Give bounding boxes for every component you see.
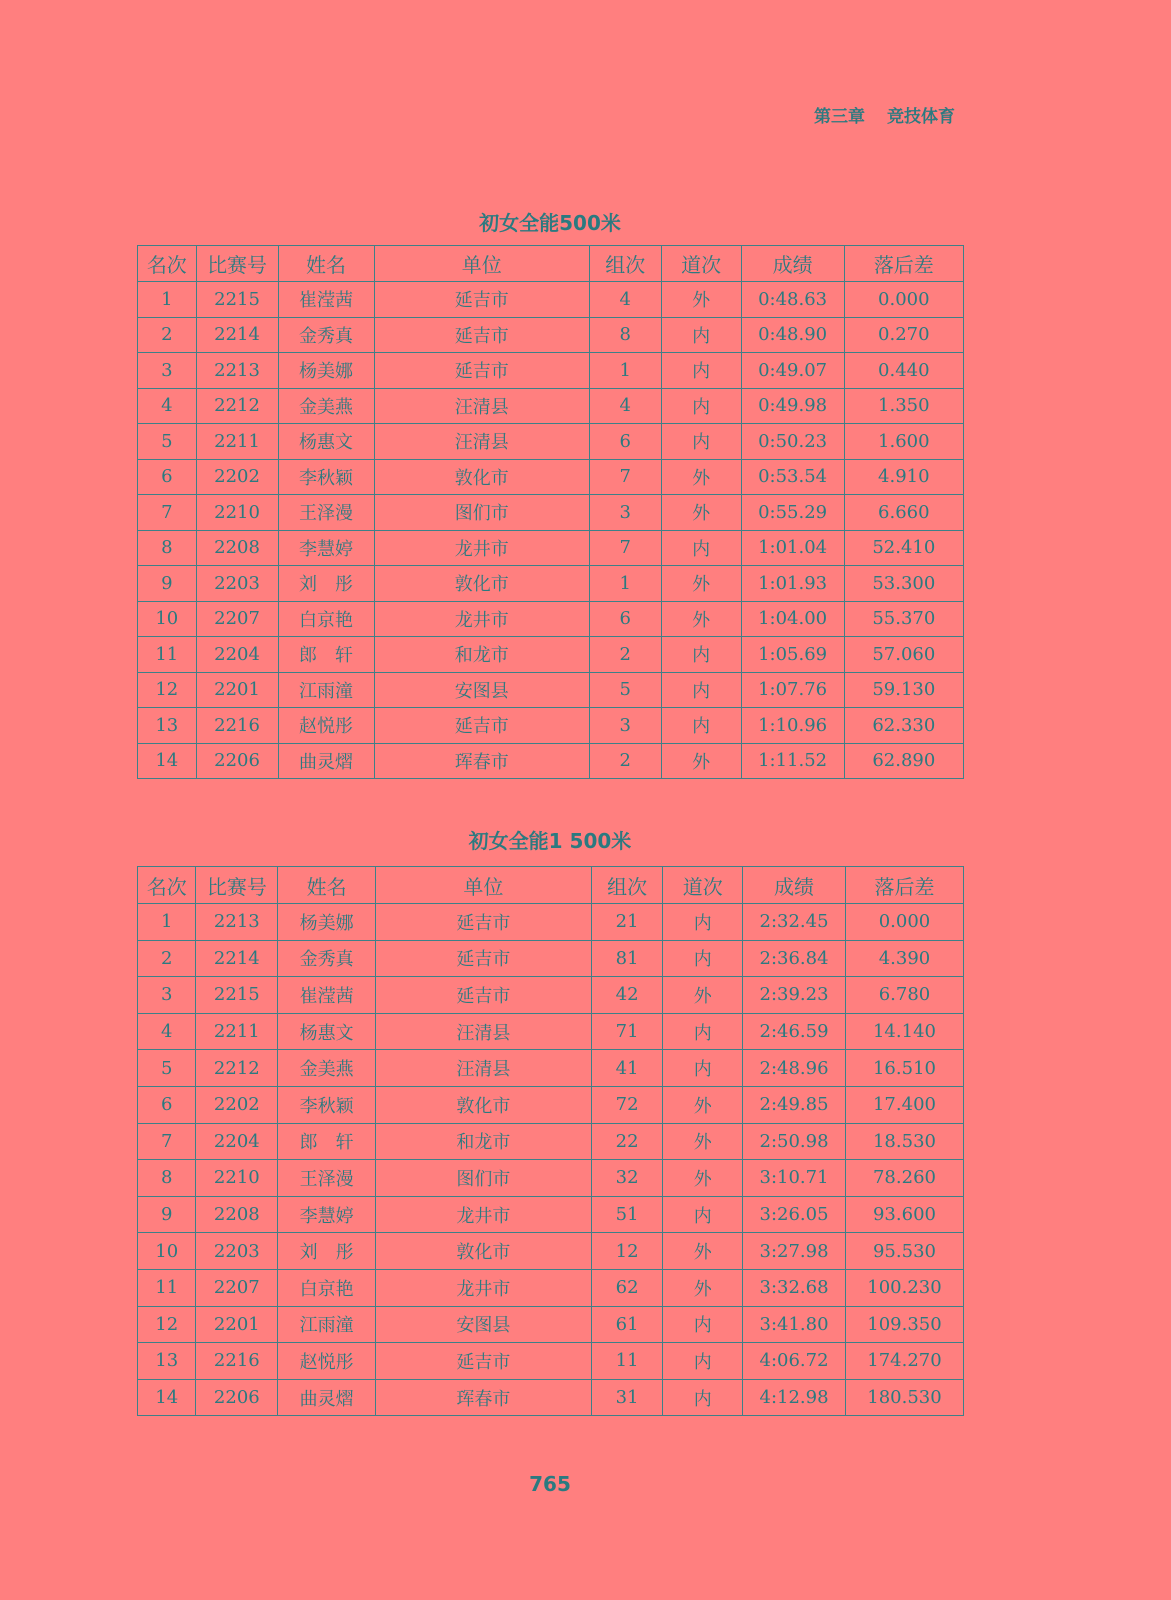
table2-body (138, 904, 964, 1416)
unit-cell: 和龙市 (376, 1123, 592, 1160)
rank-cell: 13 (138, 1343, 196, 1380)
table-row (138, 601, 964, 637)
rank-cell: 6 (138, 459, 197, 495)
gap-cell: 78.260 (845, 1160, 963, 1197)
name-cell: 李慧婷 (278, 1196, 376, 1233)
table-row (138, 637, 964, 673)
unit-cell: 敦化市 (374, 566, 589, 602)
unit-cell: 延吉市 (376, 940, 592, 977)
bib-cell: 2207 (196, 601, 278, 637)
unit-cell: 图们市 (376, 1160, 592, 1197)
col-header-unit: 单位 (374, 246, 589, 282)
lane-cell: 内 (661, 424, 741, 460)
group-cell: 72 (591, 1086, 663, 1123)
unit-cell: 敦化市 (374, 459, 589, 495)
unit-cell: 延吉市 (376, 1343, 592, 1380)
table2-title: 初女全能1 500米 (468, 829, 632, 853)
table-row (138, 388, 964, 424)
table-row (138, 1160, 964, 1197)
table-row (138, 1086, 964, 1123)
lane-cell: 内 (663, 904, 743, 941)
gap-cell: 6.780 (845, 977, 963, 1014)
group-cell: 62 (591, 1269, 663, 1306)
rank-cell: 9 (138, 1196, 196, 1233)
group-cell: 41 (591, 1050, 663, 1087)
name-cell: 白京艳 (278, 601, 374, 637)
lane-cell: 内 (661, 637, 741, 673)
group-cell: 4 (589, 282, 661, 318)
gap-cell: 95.530 (845, 1233, 963, 1270)
bib-cell: 2213 (196, 904, 278, 941)
unit-cell: 安图县 (374, 672, 589, 708)
rank-cell: 5 (138, 424, 197, 460)
gap-cell: 109.350 (845, 1306, 963, 1343)
gap-cell: 0.440 (844, 353, 963, 389)
name-cell: 李秋颖 (278, 1086, 376, 1123)
table-row (138, 459, 964, 495)
time-cell: 0:49.07 (741, 353, 844, 389)
name-cell: 李秋颖 (278, 459, 374, 495)
time-cell: 0:55.29 (741, 495, 844, 531)
group-cell: 4 (589, 388, 661, 424)
lane-cell: 外 (663, 1269, 743, 1306)
time-cell: 2:46.59 (743, 1013, 846, 1050)
bib-cell: 2208 (196, 530, 278, 566)
name-cell: 刘 彤 (278, 566, 374, 602)
group-cell: 6 (589, 601, 661, 637)
name-cell: 杨美娜 (278, 353, 374, 389)
bib-cell: 2203 (196, 566, 278, 602)
unit-cell: 延吉市 (374, 317, 589, 353)
bib-cell: 2216 (196, 708, 278, 744)
col-header-lane: 道次 (663, 867, 743, 904)
table-header-row (138, 867, 964, 904)
lane-cell: 内 (661, 353, 741, 389)
col-header-gap: 落后差 (845, 867, 963, 904)
bib-cell: 2210 (196, 495, 278, 531)
name-cell: 金美燕 (278, 388, 374, 424)
time-cell: 2:39.23 (743, 977, 846, 1014)
gap-cell: 0.000 (844, 282, 963, 318)
gap-cell: 18.530 (845, 1123, 963, 1160)
name-cell: 杨惠文 (278, 1013, 376, 1050)
time-cell: 0:48.90 (741, 317, 844, 353)
time-cell: 3:27.98 (743, 1233, 846, 1270)
bib-cell: 2202 (196, 459, 278, 495)
name-cell: 王泽漫 (278, 495, 374, 531)
table-row (138, 282, 964, 318)
bib-cell: 2215 (196, 977, 278, 1014)
group-cell: 61 (591, 1306, 663, 1343)
rank-cell: 2 (138, 940, 196, 977)
name-cell: 崔滢茜 (278, 977, 376, 1014)
rank-cell: 13 (138, 708, 197, 744)
name-cell: 赵悦彤 (278, 1343, 376, 1380)
time-cell: 1:11.52 (741, 743, 844, 779)
gap-cell: 4.910 (844, 459, 963, 495)
time-cell: 3:41.80 (743, 1306, 846, 1343)
lane-cell: 内 (661, 388, 741, 424)
gap-cell: 93.600 (845, 1196, 963, 1233)
table-row (138, 1379, 964, 1416)
time-cell: 0:50.23 (741, 424, 844, 460)
bib-cell: 2201 (196, 1306, 278, 1343)
lane-cell: 外 (661, 566, 741, 602)
unit-cell: 汪清县 (374, 388, 589, 424)
bib-cell: 2208 (196, 1196, 278, 1233)
rank-cell: 6 (138, 1086, 196, 1123)
gap-cell: 0.000 (845, 904, 963, 941)
bib-cell: 2204 (196, 1123, 278, 1160)
rank-cell: 5 (138, 1050, 196, 1087)
unit-cell: 龙井市 (374, 530, 589, 566)
rank-cell: 1 (138, 282, 197, 318)
lane-cell: 内 (663, 1306, 743, 1343)
rank-cell: 12 (138, 672, 197, 708)
bib-cell: 2214 (196, 940, 278, 977)
table-row (138, 743, 964, 779)
lane-cell: 外 (663, 1233, 743, 1270)
rank-cell: 11 (138, 637, 197, 673)
group-cell: 21 (591, 904, 663, 941)
unit-cell: 敦化市 (376, 1233, 592, 1270)
name-cell: 郎 轩 (278, 637, 374, 673)
rank-cell: 4 (138, 388, 197, 424)
group-cell: 42 (591, 977, 663, 1014)
group-cell: 51 (591, 1196, 663, 1233)
lane-cell: 内 (663, 1050, 743, 1087)
rank-cell: 3 (138, 353, 197, 389)
group-cell: 1 (589, 353, 661, 389)
rank-cell: 9 (138, 566, 197, 602)
name-cell: 金秀真 (278, 940, 376, 977)
col-header-group: 组次 (591, 867, 663, 904)
rank-cell: 7 (138, 1123, 196, 1160)
name-cell: 曲灵熠 (278, 743, 374, 779)
rank-cell: 4 (138, 1013, 196, 1050)
rank-cell: 7 (138, 495, 197, 531)
unit-cell: 汪清县 (376, 1050, 592, 1087)
gap-cell: 1.350 (844, 388, 963, 424)
unit-cell: 汪清县 (374, 424, 589, 460)
name-cell: 曲灵熠 (278, 1379, 376, 1416)
lane-cell: 外 (661, 601, 741, 637)
col-header-rank: 名次 (138, 867, 196, 904)
unit-cell: 珲春市 (374, 743, 589, 779)
gap-cell: 100.230 (845, 1269, 963, 1306)
lane-cell: 内 (663, 1343, 743, 1380)
lane-cell: 外 (663, 1086, 743, 1123)
gap-cell: 6.660 (844, 495, 963, 531)
rank-cell: 10 (138, 1233, 196, 1270)
lane-cell: 内 (661, 317, 741, 353)
gap-cell: 62.890 (844, 743, 963, 779)
name-cell: 刘 彤 (278, 1233, 376, 1270)
table1-title: 初女全能500米 (479, 211, 621, 235)
lane-cell: 外 (661, 495, 741, 531)
table-row (138, 977, 964, 1014)
col-header-name: 姓名 (278, 867, 376, 904)
name-cell: 金秀真 (278, 317, 374, 353)
name-cell: 江雨潼 (278, 1306, 376, 1343)
unit-cell: 敦化市 (376, 1086, 592, 1123)
time-cell: 1:07.76 (741, 672, 844, 708)
table-row (138, 1233, 964, 1270)
bib-cell: 2215 (196, 282, 278, 318)
time-cell: 0:48.63 (741, 282, 844, 318)
bib-cell: 2214 (196, 317, 278, 353)
name-cell: 王泽漫 (278, 1160, 376, 1197)
rank-cell: 8 (138, 1160, 196, 1197)
gap-cell: 174.270 (845, 1343, 963, 1380)
bib-cell: 2216 (196, 1343, 278, 1380)
unit-cell: 延吉市 (374, 708, 589, 744)
table-row (138, 708, 964, 744)
lane-cell: 外 (661, 743, 741, 779)
rank-cell: 8 (138, 530, 197, 566)
unit-cell: 龙井市 (376, 1269, 592, 1306)
bib-cell: 2201 (196, 672, 278, 708)
bib-cell: 2212 (196, 388, 278, 424)
col-header-rank: 名次 (138, 246, 197, 282)
gap-cell: 53.300 (844, 566, 963, 602)
name-cell: 杨惠文 (278, 424, 374, 460)
time-cell: 1:05.69 (741, 637, 844, 673)
col-header-name: 姓名 (278, 246, 374, 282)
group-cell: 3 (589, 495, 661, 531)
group-cell: 2 (589, 637, 661, 673)
group-cell: 1 (589, 566, 661, 602)
gap-cell: 14.140 (845, 1013, 963, 1050)
name-cell: 杨美娜 (278, 904, 376, 941)
page-number: 765 (529, 1472, 571, 1496)
col-header-unit: 单位 (376, 867, 592, 904)
gap-cell: 17.400 (845, 1086, 963, 1123)
time-cell: 1:01.93 (741, 566, 844, 602)
table-row (138, 495, 964, 531)
lane-cell: 内 (663, 1196, 743, 1233)
bib-cell: 2211 (196, 1013, 278, 1050)
time-cell: 4:06.72 (743, 1343, 846, 1380)
time-cell: 0:53.54 (741, 459, 844, 495)
table-row (138, 672, 964, 708)
group-cell: 32 (591, 1160, 663, 1197)
gap-cell: 0.270 (844, 317, 963, 353)
name-cell: 江雨潼 (278, 672, 374, 708)
time-cell: 4:12.98 (743, 1379, 846, 1416)
bib-cell: 2202 (196, 1086, 278, 1123)
bib-cell: 2207 (196, 1269, 278, 1306)
name-cell: 郎 轩 (278, 1123, 376, 1160)
time-cell: 3:32.68 (743, 1269, 846, 1306)
table-row (138, 1343, 964, 1380)
table-row (138, 1050, 964, 1087)
gap-cell: 16.510 (845, 1050, 963, 1087)
table1-body (138, 282, 964, 779)
name-cell: 白京艳 (278, 1269, 376, 1306)
bib-cell: 2211 (196, 424, 278, 460)
time-cell: 2:32.45 (743, 904, 846, 941)
lane-cell: 内 (661, 530, 741, 566)
table-row (138, 1306, 964, 1343)
lane-cell: 内 (663, 940, 743, 977)
table-row (138, 1123, 964, 1160)
group-cell: 5 (589, 672, 661, 708)
lane-cell: 外 (663, 1160, 743, 1197)
gap-cell: 55.370 (844, 601, 963, 637)
group-cell: 31 (591, 1379, 663, 1416)
col-header-time: 成绩 (743, 867, 846, 904)
gap-cell: 4.390 (845, 940, 963, 977)
col-header-bib: 比赛号 (196, 246, 278, 282)
bib-cell: 2206 (196, 1379, 278, 1416)
group-cell: 71 (591, 1013, 663, 1050)
bib-cell: 2206 (196, 743, 278, 779)
time-cell: 3:10.71 (743, 1160, 846, 1197)
table-row (138, 1013, 964, 1050)
lane-cell: 外 (663, 977, 743, 1014)
group-cell: 2 (589, 743, 661, 779)
group-cell: 81 (591, 940, 663, 977)
table-row (138, 530, 964, 566)
group-cell: 6 (589, 424, 661, 460)
lane-cell: 外 (663, 1123, 743, 1160)
gap-cell: 57.060 (844, 637, 963, 673)
rank-cell: 14 (138, 1379, 196, 1416)
rank-cell: 11 (138, 1269, 196, 1306)
unit-cell: 龙井市 (374, 601, 589, 637)
rank-cell: 14 (138, 743, 197, 779)
bib-cell: 2210 (196, 1160, 278, 1197)
group-cell: 11 (591, 1343, 663, 1380)
table-header-row (138, 246, 964, 282)
table-row (138, 940, 964, 977)
section-label: 竞技体育 (887, 107, 955, 127)
table-row (138, 424, 964, 460)
time-cell: 3:26.05 (743, 1196, 846, 1233)
lane-cell: 内 (663, 1379, 743, 1416)
table-row (138, 566, 964, 602)
rank-cell: 12 (138, 1306, 196, 1343)
table-row (138, 1269, 964, 1306)
table-row (138, 317, 964, 353)
time-cell: 2:50.98 (743, 1123, 846, 1160)
table-row (138, 904, 964, 941)
unit-cell: 安图县 (376, 1306, 592, 1343)
chapter-label: 第三章 (814, 107, 865, 127)
running-header (814, 102, 955, 127)
time-cell: 0:49.98 (741, 388, 844, 424)
bib-cell: 2203 (196, 1233, 278, 1270)
rank-cell: 1 (138, 904, 196, 941)
time-cell: 1:01.04 (741, 530, 844, 566)
time-cell: 2:36.84 (743, 940, 846, 977)
gap-cell: 62.330 (844, 708, 963, 744)
col-header-bib: 比赛号 (196, 867, 278, 904)
gap-cell: 52.410 (844, 530, 963, 566)
rank-cell: 3 (138, 977, 196, 1014)
time-cell: 2:49.85 (743, 1086, 846, 1123)
lane-cell: 外 (661, 282, 741, 318)
unit-cell: 延吉市 (374, 353, 589, 389)
unit-cell: 汪清县 (376, 1013, 592, 1050)
rank-cell: 10 (138, 601, 197, 637)
group-cell: 7 (589, 530, 661, 566)
unit-cell: 和龙市 (374, 637, 589, 673)
col-header-lane: 道次 (661, 246, 741, 282)
rank-cell: 2 (138, 317, 197, 353)
time-cell: 1:10.96 (741, 708, 844, 744)
name-cell: 崔滢茜 (278, 282, 374, 318)
results-table-500m (137, 245, 964, 779)
group-cell: 22 (591, 1123, 663, 1160)
gap-cell: 180.530 (845, 1379, 963, 1416)
col-header-time: 成绩 (741, 246, 844, 282)
gap-cell: 59.130 (844, 672, 963, 708)
unit-cell: 延吉市 (376, 904, 592, 941)
col-header-gap: 落后差 (844, 246, 963, 282)
bib-cell: 2212 (196, 1050, 278, 1087)
name-cell: 李慧婷 (278, 530, 374, 566)
group-cell: 7 (589, 459, 661, 495)
lane-cell: 外 (661, 459, 741, 495)
table-row (138, 353, 964, 389)
results-table-1500m (137, 866, 964, 1416)
bib-cell: 2213 (196, 353, 278, 389)
time-cell: 2:48.96 (743, 1050, 846, 1087)
group-cell: 3 (589, 708, 661, 744)
name-cell: 赵悦彤 (278, 708, 374, 744)
unit-cell: 珲春市 (376, 1379, 592, 1416)
group-cell: 12 (591, 1233, 663, 1270)
unit-cell: 龙井市 (376, 1196, 592, 1233)
table-row (138, 1196, 964, 1233)
bib-cell: 2204 (196, 637, 278, 673)
unit-cell: 延吉市 (376, 977, 592, 1014)
lane-cell: 内 (663, 1013, 743, 1050)
time-cell: 1:04.00 (741, 601, 844, 637)
lane-cell: 内 (661, 672, 741, 708)
name-cell: 金美燕 (278, 1050, 376, 1087)
unit-cell: 延吉市 (374, 282, 589, 318)
group-cell: 8 (589, 317, 661, 353)
unit-cell: 图们市 (374, 495, 589, 531)
gap-cell: 1.600 (844, 424, 963, 460)
col-header-group: 组次 (589, 246, 661, 282)
lane-cell: 内 (661, 708, 741, 744)
